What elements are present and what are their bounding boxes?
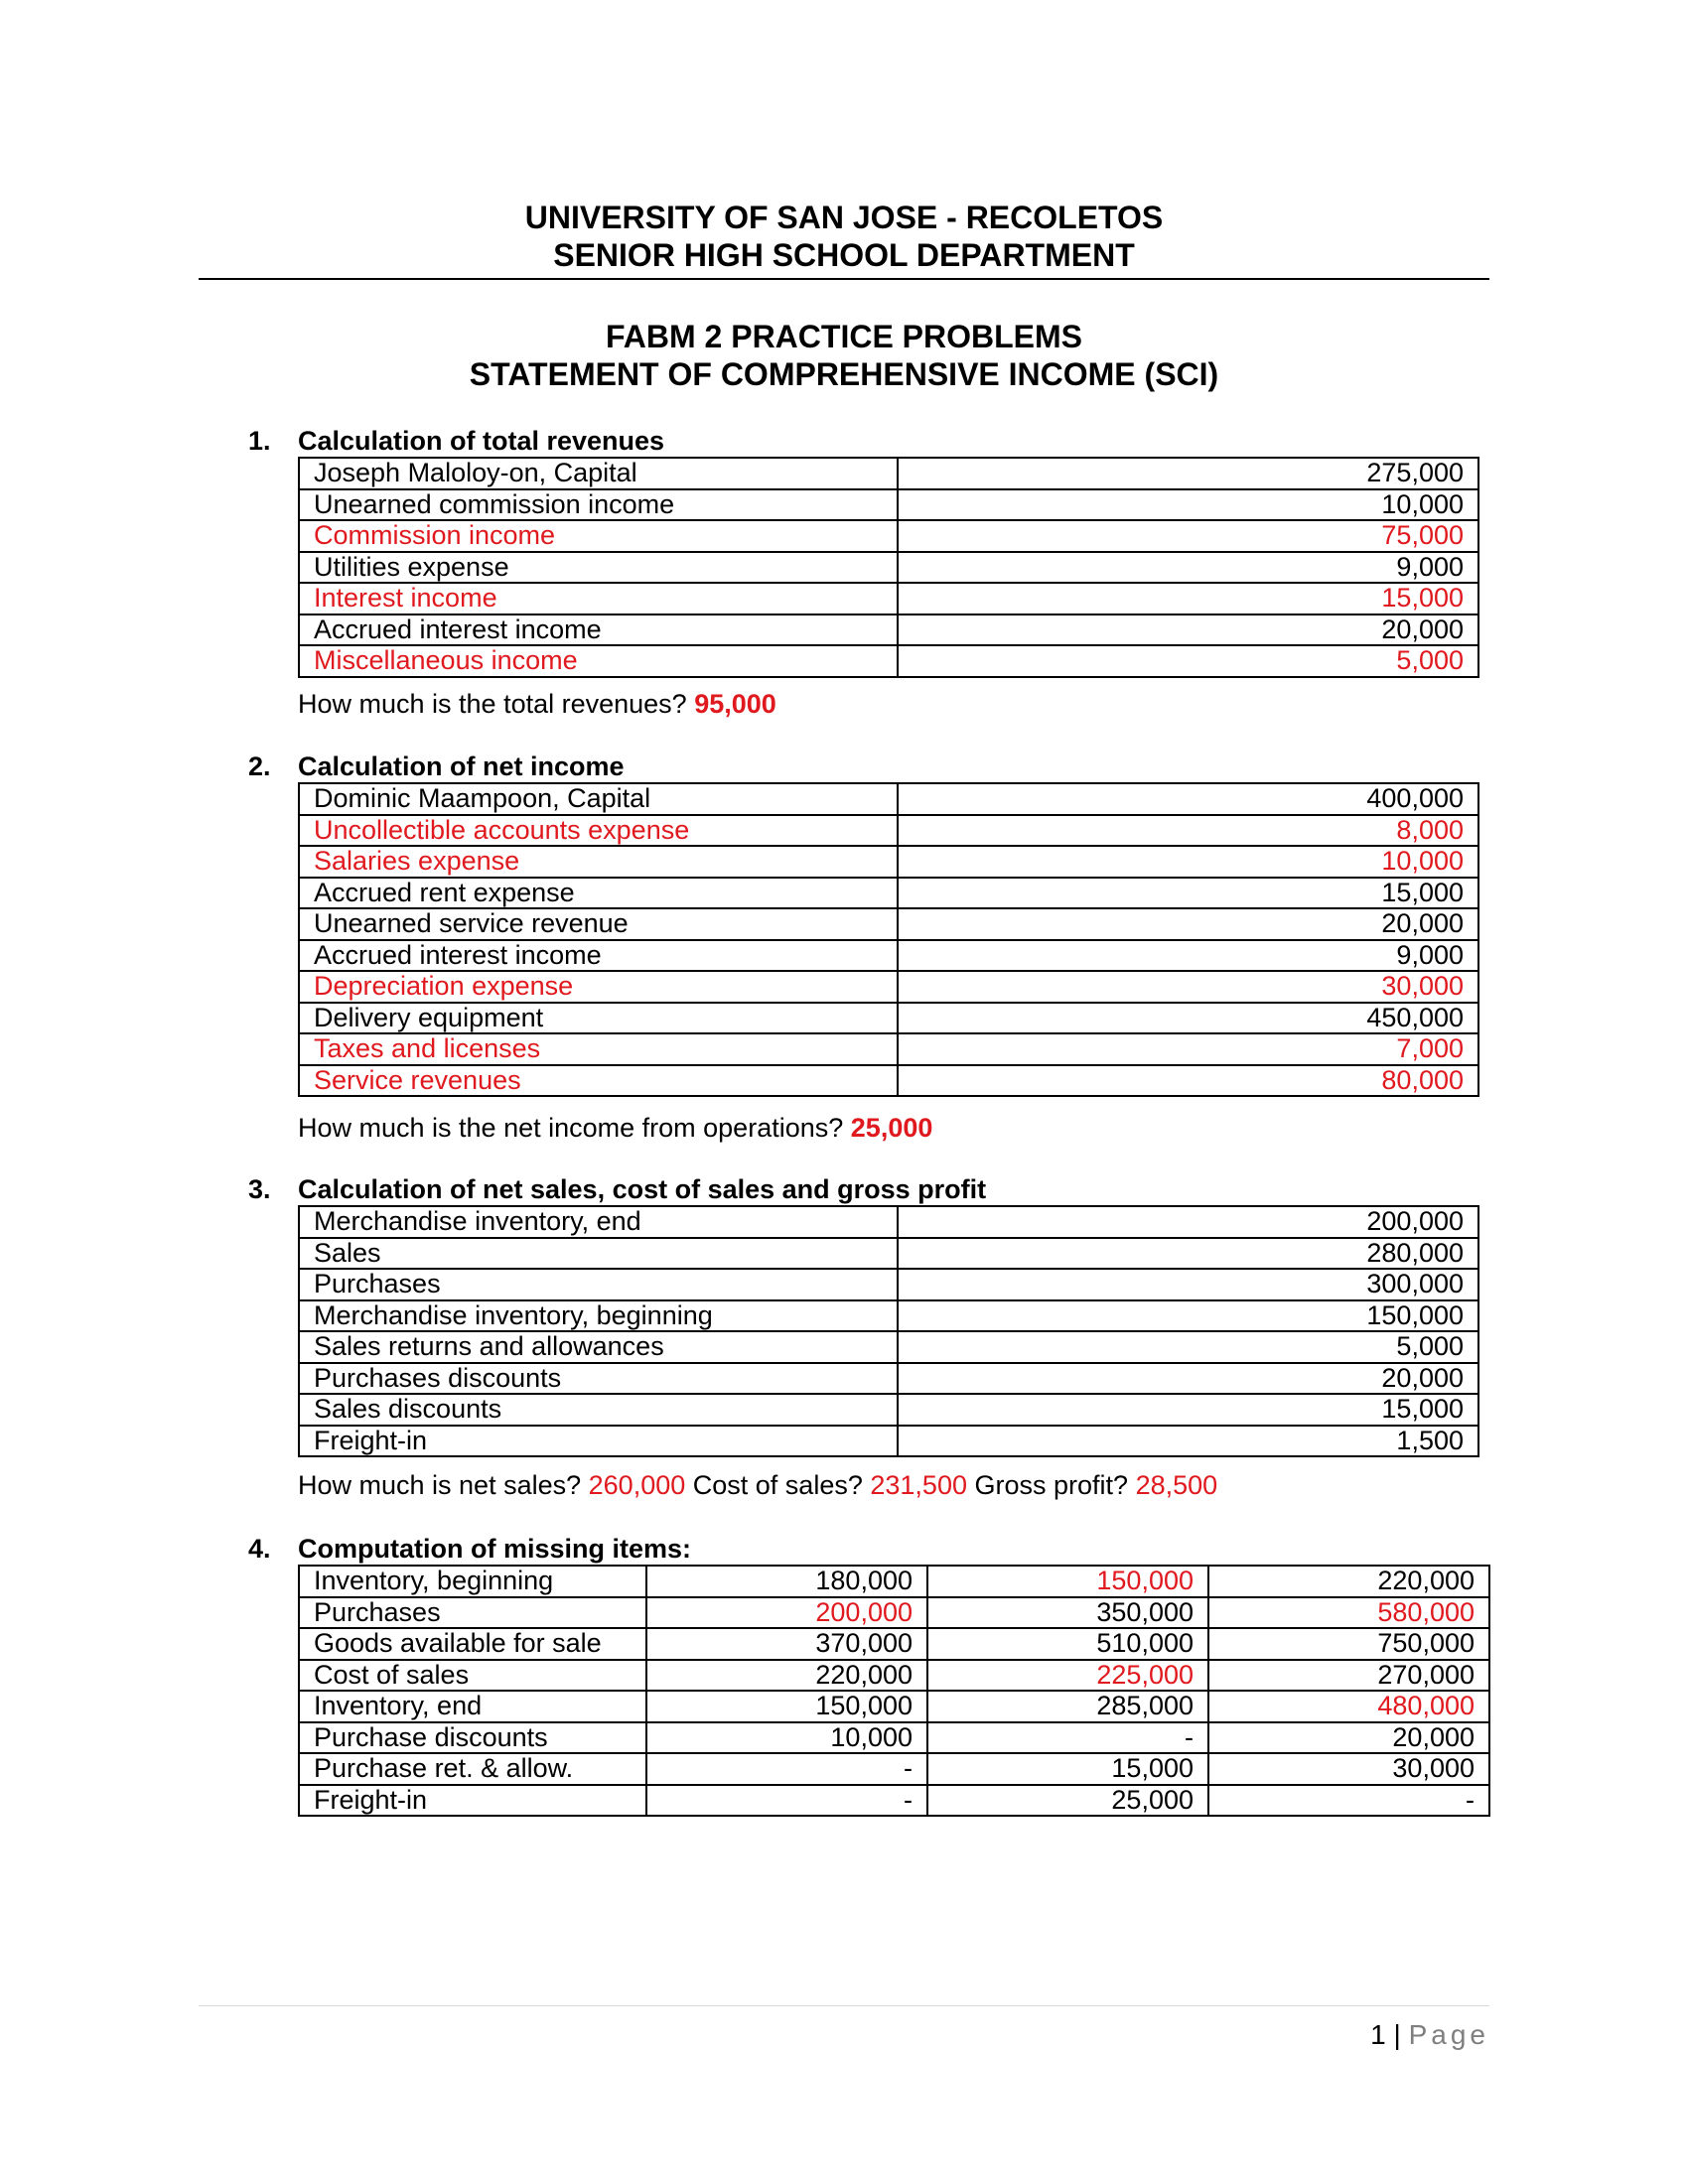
row-label: Accrued interest income: [299, 614, 898, 646]
row-value: 10,000: [898, 489, 1478, 521]
row-label: Merchandise inventory, beginning: [299, 1300, 898, 1332]
footer-separator: |: [1393, 2019, 1401, 2050]
row-value: 15,000: [898, 583, 1478, 614]
row-label: Miscellaneous income: [299, 645, 898, 677]
row-value: 200,000: [646, 1597, 927, 1629]
row-value: 280,000: [898, 1238, 1478, 1270]
row-label: Sales discounts: [299, 1394, 898, 1426]
table-row: [299, 971, 1478, 1003]
row-label: Purchase discounts: [299, 1722, 646, 1754]
row-value: 150,000: [927, 1566, 1208, 1597]
table-row: [299, 458, 1478, 489]
row-label: Accrued interest income: [299, 940, 898, 972]
table-row: [299, 1394, 1478, 1426]
row-value: 220,000: [646, 1660, 927, 1692]
section-1-question: [298, 688, 776, 720]
row-label: Goods available for sale: [299, 1628, 646, 1660]
row-label: Inventory, end: [299, 1691, 646, 1722]
school-name: UNIVERSITY OF SAN JOSE - RECOLETOS: [524, 200, 1164, 235]
table-row: [299, 1206, 1478, 1238]
row-label: Cost of sales: [299, 1660, 646, 1692]
table-row: [299, 1691, 1489, 1722]
row-value: 15,000: [927, 1753, 1208, 1785]
section-title: Calculation of net income: [298, 751, 625, 781]
row-label: Purchases discounts: [299, 1363, 898, 1395]
page-label: Page: [1408, 2019, 1489, 2050]
section-number: 3.: [248, 1174, 271, 1204]
row-value: 8,000: [898, 815, 1478, 847]
table-row: [299, 1597, 1489, 1629]
row-label: Unearned service revenue: [299, 908, 898, 940]
question-text: Gross profit?: [974, 1470, 1129, 1500]
row-value: 400,000: [898, 783, 1478, 815]
answer-value: 25,000: [850, 1113, 933, 1143]
table-row: [299, 1300, 1478, 1332]
department-name: SENIOR HIGH SCHOOL DEPARTMENT: [553, 237, 1135, 273]
row-value: 30,000: [898, 971, 1478, 1003]
row-value: 220,000: [1208, 1566, 1489, 1597]
table-row: [299, 1566, 1489, 1597]
row-label: Inventory, beginning: [299, 1566, 646, 1597]
row-value: 75,000: [898, 520, 1478, 552]
row-value: 20,000: [898, 908, 1478, 940]
section-title: Calculation of net sales, cost of sales and gross profit: [298, 1174, 987, 1204]
row-value: 10,000: [646, 1722, 927, 1754]
row-value: 225,000: [927, 1660, 1208, 1692]
table-row: [299, 1331, 1478, 1363]
row-value: 25,000: [927, 1785, 1208, 1817]
row-label: Delivery equipment: [299, 1003, 898, 1034]
section-1-table: [298, 457, 1479, 678]
row-value: 750,000: [1208, 1628, 1489, 1660]
row-value: 275,000: [898, 458, 1478, 489]
table-row: [299, 1785, 1489, 1817]
row-value: 20,000: [1208, 1722, 1489, 1754]
table-row: [299, 878, 1478, 909]
row-label: Taxes and licenses: [299, 1033, 898, 1065]
question-text: Cost of sales?: [692, 1470, 863, 1500]
table-row: [299, 783, 1478, 815]
row-label: Sales returns and allowances: [299, 1331, 898, 1363]
page-number: 1: [1370, 2019, 1386, 2050]
question-text: How much is net sales?: [298, 1470, 582, 1500]
row-label: Commission income: [299, 520, 898, 552]
row-value: 510,000: [927, 1628, 1208, 1660]
table-row: [299, 1033, 1478, 1065]
section-number: 1.: [248, 426, 271, 456]
row-label: Merchandise inventory, end: [299, 1206, 898, 1238]
row-value: 450,000: [898, 1003, 1478, 1034]
row-value: 580,000: [1208, 1597, 1489, 1629]
row-label: Freight-in: [299, 1785, 646, 1817]
table-row: [299, 645, 1478, 677]
table-row: [299, 1363, 1478, 1395]
row-label: Service revenues: [299, 1065, 898, 1097]
answer-value: 95,000: [694, 689, 776, 719]
table-row: [299, 552, 1478, 584]
question-text: How much is the net income from operations?: [298, 1113, 844, 1143]
table-row: [299, 846, 1478, 878]
row-label: Uncollectible accounts expense: [299, 815, 898, 847]
row-value: 150,000: [898, 1300, 1478, 1332]
row-label: Dominic Maampoon, Capital: [299, 783, 898, 815]
table-row: [299, 1426, 1478, 1457]
row-value: 80,000: [898, 1065, 1478, 1097]
page-footer: [1370, 2019, 1489, 2051]
table-row: [299, 520, 1478, 552]
table-row: [299, 1628, 1489, 1660]
row-value: 285,000: [927, 1691, 1208, 1722]
header-rule: [199, 278, 1489, 280]
table-row: [299, 1065, 1478, 1097]
row-label: Joseph Maloloy-on, Capital: [299, 458, 898, 489]
row-label: Purchase ret. & allow.: [299, 1753, 646, 1785]
table-row: [299, 614, 1478, 646]
section-3-table: [298, 1205, 1479, 1457]
section-4-table: [298, 1565, 1490, 1817]
table-row: [299, 815, 1478, 847]
footer-rule: [199, 2005, 1489, 2006]
section-title: Calculation of total revenues: [298, 426, 665, 456]
section-number: 4.: [248, 1534, 271, 1564]
table-row: [299, 1660, 1489, 1692]
table-row: [299, 1269, 1478, 1300]
row-value: 15,000: [898, 878, 1478, 909]
question-text: How much is the total revenues?: [298, 689, 687, 719]
row-value: 480,000: [1208, 1691, 1489, 1722]
table-row: [299, 1003, 1478, 1034]
row-value: -: [646, 1753, 927, 1785]
row-value: 7,000: [898, 1033, 1478, 1065]
table-row: [299, 1722, 1489, 1754]
row-value: 270,000: [1208, 1660, 1489, 1692]
row-value: -: [646, 1785, 927, 1817]
row-label: Depreciation expense: [299, 971, 898, 1003]
section-title: Computation of missing items:: [298, 1534, 692, 1564]
row-label: Utilities expense: [299, 552, 898, 584]
row-value: 20,000: [898, 1363, 1478, 1395]
row-label: Accrued rent expense: [299, 878, 898, 909]
table-row: [299, 489, 1478, 521]
document-subtitle: STATEMENT OF COMPREHENSIVE INCOME (SCI): [469, 356, 1219, 392]
row-label: Interest income: [299, 583, 898, 614]
row-label: Purchases: [299, 1597, 646, 1629]
table-row: [299, 1238, 1478, 1270]
table-row: [299, 908, 1478, 940]
section-2-question: [298, 1112, 932, 1144]
row-value: 150,000: [646, 1691, 927, 1722]
row-value: 5,000: [898, 1331, 1478, 1363]
row-value: -: [1208, 1785, 1489, 1817]
row-value: 20,000: [898, 614, 1478, 646]
table-row: [299, 940, 1478, 972]
row-label: Freight-in: [299, 1426, 898, 1457]
row-label: Sales: [299, 1238, 898, 1270]
answer-value: 260,000: [588, 1470, 686, 1500]
row-label: Purchases: [299, 1269, 898, 1300]
row-value: 5,000: [898, 645, 1478, 677]
row-value: 350,000: [927, 1597, 1208, 1629]
row-value: 200,000: [898, 1206, 1478, 1238]
row-label: Salaries expense: [299, 846, 898, 878]
row-value: 9,000: [898, 552, 1478, 584]
row-value: 10,000: [898, 846, 1478, 878]
answer-value: 231,500: [870, 1470, 967, 1500]
row-value: 300,000: [898, 1269, 1478, 1300]
table-row: [299, 583, 1478, 614]
row-value: -: [927, 1722, 1208, 1754]
row-value: 9,000: [898, 940, 1478, 972]
table-row: [299, 1753, 1489, 1785]
row-value: 180,000: [646, 1566, 927, 1597]
row-value: 1,500: [898, 1426, 1478, 1457]
row-label: Unearned commission income: [299, 489, 898, 521]
answer-value: 28,500: [1135, 1470, 1218, 1500]
row-value: 30,000: [1208, 1753, 1489, 1785]
row-value: 15,000: [898, 1394, 1478, 1426]
section-3-question: [298, 1469, 1217, 1501]
section-2-table: [298, 782, 1479, 1097]
row-value: 370,000: [646, 1628, 927, 1660]
section-number: 2.: [248, 751, 271, 781]
document-title: FABM 2 PRACTICE PROBLEMS: [605, 319, 1083, 354]
